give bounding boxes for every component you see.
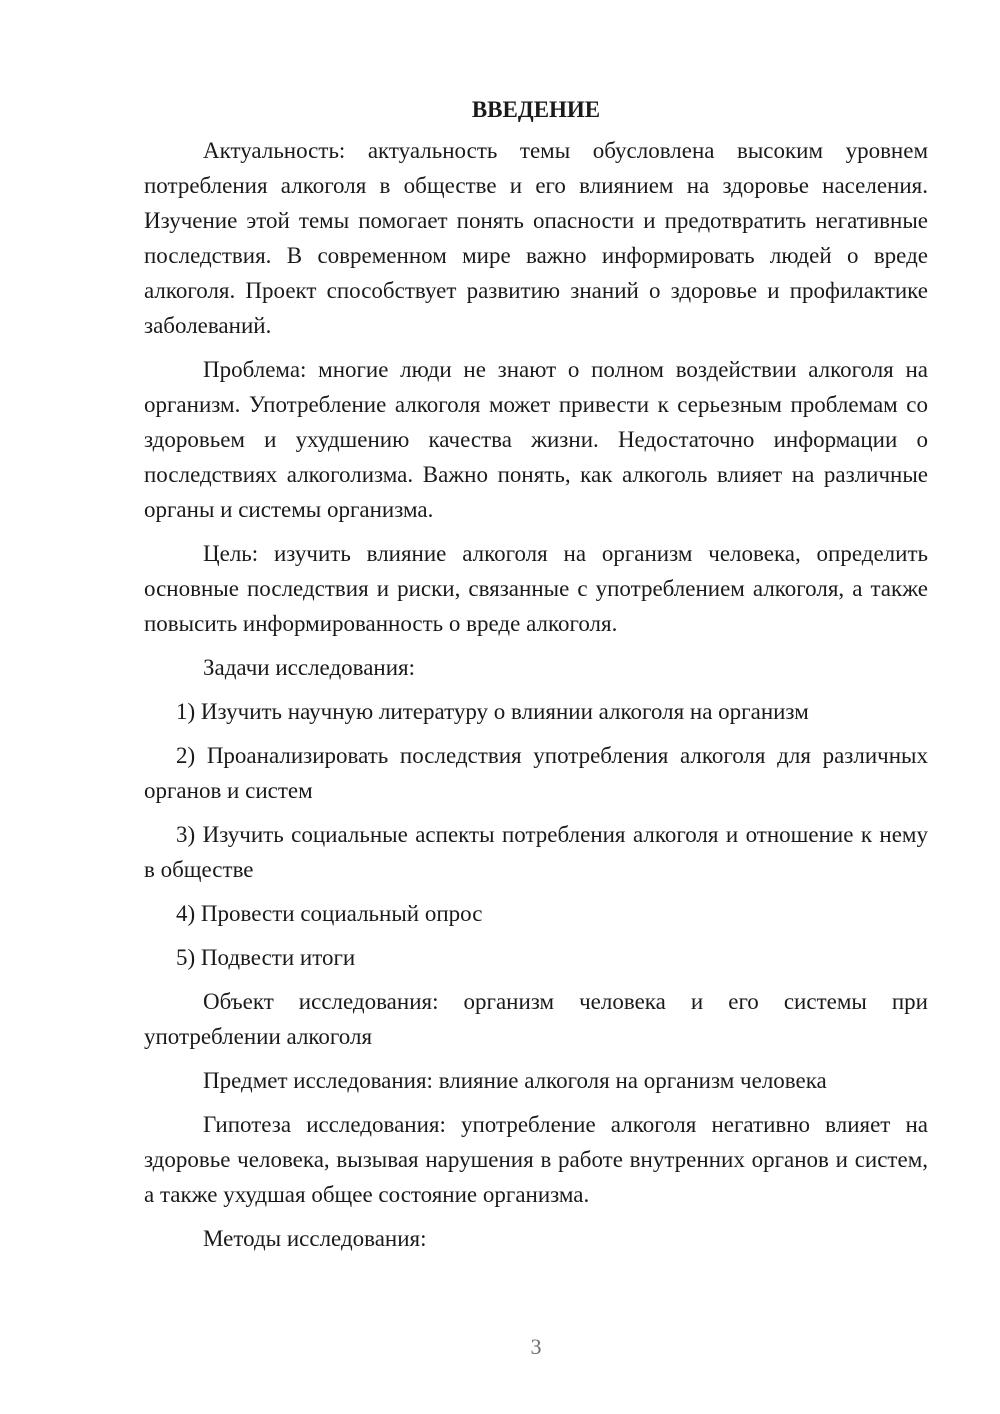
- relevance-paragraph: Актуальность: актуальность темы обусловлена высоким уровнем потребления алкоголя в обществе и его влиянием на здоровье населения. Изучение этой темы помогает понять опасности и предотвратить негативные последствия. В современном мире важно информировать людей о вреде алкоголя. Проект способствует развитию знаний о здоровье и профилактике заболеваний.: [144, 138, 928, 338]
- section-title: ВВЕДЕНИЕ: [471, 97, 601, 122]
- page-number: 3: [530, 1334, 542, 1359]
- task-item-1: 1) Изучить научную литературу о влиянии алкоголя на организм: [176, 699, 809, 724]
- subject-paragraph: Предмет исследования: влияние алкоголя на организм человека: [203, 1068, 827, 1093]
- task-item-2: 2) Проанализировать последствия употребления алкоголя для различных органов и систем: [144, 743, 928, 803]
- task-item-5: 5) Подвести итоги: [176, 945, 356, 970]
- task-item-4: 4) Провести социальный опрос: [176, 901, 483, 926]
- task-item-3: 3) Изучить социальные аспекты потребления алкоголя и отношение к нему в обществе: [144, 822, 928, 882]
- methods-heading: Методы исследования:: [203, 1226, 427, 1251]
- page-content: [144, 92, 928, 1265]
- hypothesis-paragraph: Гипотеза исследования: употребление алкоголя негативно влияет на здоровье человека, вызывая нарушения в работе внутренних органов и систем, а также ухудшая общее состояние организма.: [144, 1112, 928, 1207]
- problem-paragraph: Проблема: многие люди не знают о полном воздействии алкоголя на организм. Употребление алкоголя может привести к серьезным проблемам со здоровьем и ухудшению качества жизни. Недостаточно информации о последствиях алкоголизма. Важно понять, как алкоголь влияет на различные органы и системы организма.: [144, 357, 928, 522]
- tasks-heading: Задачи исследования:: [203, 655, 416, 680]
- goal-paragraph: Цель: изучить влияние алкоголя на организм человека, определить основные последствия и риски, связанные с употреблением алкоголя, а также повысить информированность о вреде алкоголя.: [144, 541, 928, 636]
- object-paragraph: Объект исследования: организм человека и его системы при употреблении алкоголя: [144, 989, 928, 1049]
